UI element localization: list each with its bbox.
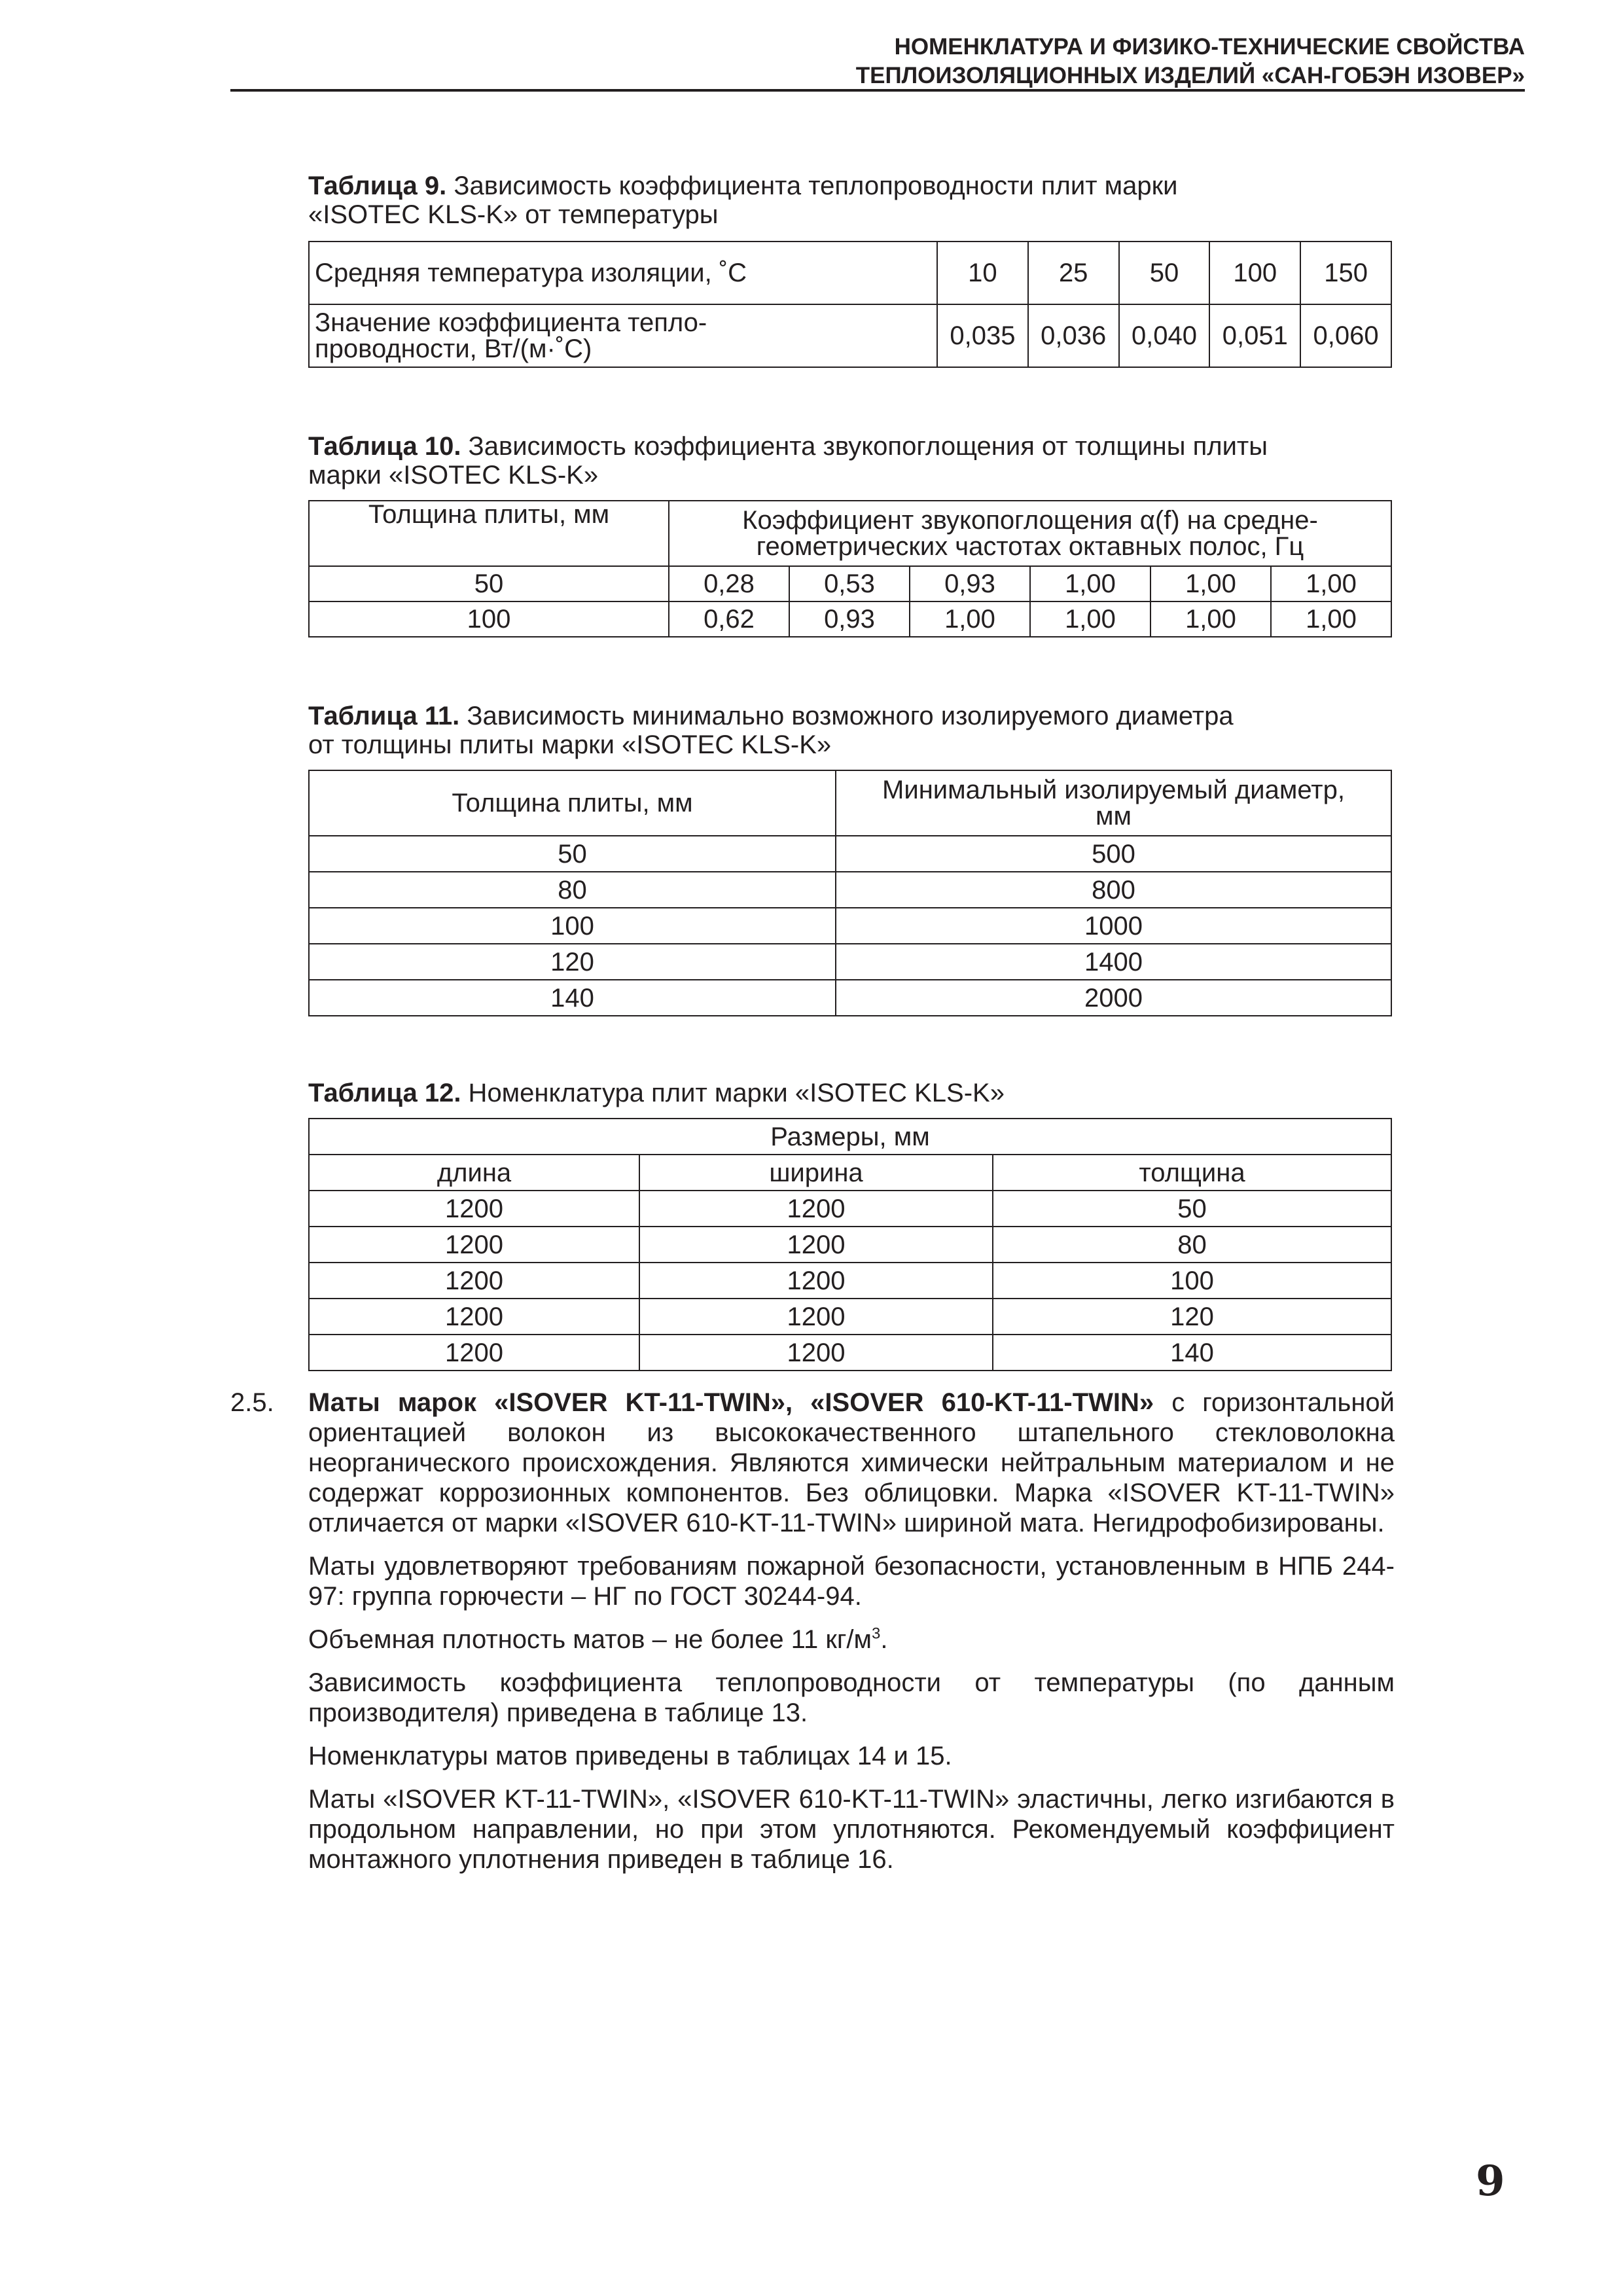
table12-col-header: длина — [309, 1155, 639, 1191]
table-cell: 1,00 — [1150, 566, 1271, 601]
table-row — [309, 1119, 1391, 1155]
table-row — [309, 1299, 1391, 1335]
table-cell: 0,93 — [789, 601, 910, 637]
table-cell: 100 — [309, 601, 669, 637]
table-cell: 1200 — [639, 1335, 993, 1371]
section-lead-bold: Маты марок «ISOVER KT-11-TWIN», «ISOVER 610-KT-11-TWIN» — [308, 1388, 1154, 1417]
table9-row1-label: Средняя температура изоляции, ˚С — [309, 242, 937, 304]
table-row — [309, 980, 1391, 1016]
table-cell: 50 — [1119, 242, 1210, 304]
table11 — [308, 770, 1392, 1016]
table-cell: 50 — [309, 836, 836, 872]
table-cell: 50 — [309, 566, 669, 601]
table9 — [308, 241, 1392, 368]
table-cell: 1,00 — [1150, 601, 1271, 637]
table9-row2-label-line2: проводности, Вт/(м·˚С) — [315, 334, 592, 363]
table-cell: 10 — [937, 242, 1028, 304]
table-cell: 0,62 — [669, 601, 789, 637]
table10-col2-header-line2: геометрических частотах октавных полос, Гц — [756, 532, 1304, 561]
table-cell: 0,93 — [910, 566, 1030, 601]
table12-group-header: Размеры, мм — [309, 1119, 1391, 1155]
table11-col2-header-line2: мм — [1096, 802, 1132, 831]
table11-caption — [308, 702, 1395, 759]
table11-col2-header — [836, 770, 1391, 836]
table9-row2-label — [309, 304, 937, 367]
table10-col2-header-line1: Коэффициент звукопоглощения α(f) на средне- — [742, 506, 1318, 535]
table-row — [309, 1335, 1391, 1371]
table-row — [309, 501, 1391, 566]
table11-label: Таблица 11. — [308, 702, 460, 730]
section-paragraph — [308, 1624, 1395, 1655]
table-cell: 25 — [1028, 242, 1119, 304]
table11-col2-header-line1: Минимальный изолируемый диаметр, — [882, 776, 1345, 804]
density-superscript: 3 — [872, 1624, 881, 1643]
table-row — [309, 1263, 1391, 1299]
table-cell: 800 — [836, 872, 1391, 908]
table-cell: 50 — [993, 1191, 1391, 1227]
table-cell: 0,051 — [1209, 304, 1300, 367]
table12 — [308, 1118, 1392, 1371]
section-paragraph: Номенклатуры матов приведены в таблицах 14 и 15. — [308, 1742, 952, 1770]
table-row — [309, 566, 1391, 601]
table-cell: 1200 — [309, 1191, 639, 1227]
section-2-5 — [230, 1388, 1395, 1888]
table-cell: 120 — [309, 944, 836, 980]
table-cell: 1200 — [639, 1191, 993, 1227]
table-cell: 1,00 — [1271, 601, 1391, 637]
table10-title-line1: Зависимость коэффициента звукопоглощения от толщины плиты — [461, 432, 1268, 461]
density-text: Объемная плотность матов – не более 11 кг/м — [308, 1625, 872, 1654]
table-cell: 1200 — [309, 1299, 639, 1335]
table-row — [309, 872, 1391, 908]
table-row — [309, 908, 1391, 944]
table-row — [309, 1227, 1391, 1263]
table-cell: 500 — [836, 836, 1391, 872]
table-cell: 2000 — [836, 980, 1391, 1016]
table9-caption — [308, 171, 1395, 229]
table11-title-line1: Зависимость минимально возможного изолируемого диаметра — [459, 702, 1234, 730]
table-row — [309, 836, 1391, 872]
table-cell: 1400 — [836, 944, 1391, 980]
section-paragraph: Маты «ISOVER KT-11-TWIN», «ISOVER 610-KT-11-TWIN» эластичны, легко изгибаются в продольном направлении, но при этом уплотняются. Рекомендуемый коэффициент монтажного уплотнения приведен в таблице 16. — [308, 1785, 1395, 1874]
table9-title-line2: «ISOTEC KLS-K» от температуры — [308, 200, 719, 229]
table12-col-header: толщина — [993, 1155, 1391, 1191]
table9-title-line1: Зависимость коэффициента теплопроводности плит марки — [446, 171, 1178, 200]
table-row — [309, 944, 1391, 980]
table-cell: 1200 — [309, 1227, 639, 1263]
table-cell: 1200 — [309, 1263, 639, 1299]
table9-row2-label-line1: Значение коэффициента тепло- — [315, 308, 707, 337]
table-cell: 1,00 — [1030, 566, 1150, 601]
table-cell: 100 — [993, 1263, 1391, 1299]
section-paragraph: Маты удовлетворяют требованиям пожарной безопасности, установленным в НПБ 244-97: группа горючести – НГ по ГОСТ 30244-94. — [308, 1552, 1395, 1611]
section-number: 2.5. — [230, 1388, 274, 1417]
header-rule — [230, 89, 1525, 92]
section-lead-text: с горизонтальной ориентацией волокон из высококачественного штапельного стекловолокна неорганического происхождения. Являются химически нейтральным материалом и не содержат коррозионных компонентов. Без облицовки. Марка «ISOVER KT-11-TWIN» отличается от марки «ISOVER 610-KT-11-TWIN» шириной мата. Негидрофобизированы. — [308, 1388, 1395, 1537]
table-row — [309, 304, 1391, 367]
table-cell: 140 — [309, 980, 836, 1016]
table-row — [309, 1191, 1391, 1227]
table-cell: 100 — [1209, 242, 1300, 304]
table-cell: 150 — [1300, 242, 1391, 304]
table9-label: Таблица 9. — [308, 171, 447, 200]
section-body — [308, 1388, 1395, 1874]
table12-caption — [308, 1079, 1395, 1107]
table-cell: 0,035 — [937, 304, 1028, 367]
table-cell: 1000 — [836, 908, 1391, 944]
table-cell: 0,28 — [669, 566, 789, 601]
running-header-line2: ТЕПЛОИЗОЛЯЦИОННЫХ ИЗДЕЛИЙ «САН-ГОБЭН ИЗОВЕР» — [855, 63, 1525, 88]
table11-title-line2: от толщины плиты марки «ISOTEC KLS-K» — [308, 730, 832, 759]
density-end: . — [880, 1625, 888, 1654]
table-cell: 0,060 — [1300, 304, 1391, 367]
table-cell: 1200 — [639, 1299, 993, 1335]
table-cell: 1,00 — [1030, 601, 1150, 637]
table10-col1-header: Толщина плиты, мм — [309, 501, 669, 566]
table-row — [309, 770, 1391, 836]
table12-title: Номенклатура плит марки «ISOTEC KLS-K» — [461, 1079, 1005, 1107]
table10-label: Таблица 10. — [308, 432, 461, 461]
table10-col2-header — [669, 501, 1391, 566]
table-cell: 0,040 — [1119, 304, 1210, 367]
table-row — [309, 242, 1391, 304]
table-cell: 1,00 — [910, 601, 1030, 637]
table-row — [309, 601, 1391, 637]
table-cell: 140 — [993, 1335, 1391, 1371]
table-cell: 80 — [993, 1227, 1391, 1263]
section-paragraph: Зависимость коэффициента теплопроводности от температуры (по данным производителя) приведена в таблице 13. — [308, 1668, 1395, 1727]
table-cell: 80 — [309, 872, 836, 908]
table10-caption — [308, 432, 1395, 490]
page-number: 9 — [1476, 2157, 1505, 2206]
running-header-line1: НОМЕНКЛАТУРА И ФИЗИКО-ТЕХНИЧЕСКИЕ СВОЙСТВА — [894, 34, 1525, 60]
table-cell: 120 — [993, 1299, 1391, 1335]
table-cell: 1200 — [639, 1227, 993, 1263]
table10-title-line2: марки «ISOTEC KLS-K» — [308, 461, 599, 490]
table-cell: 0,036 — [1028, 304, 1119, 367]
table12-col-header: ширина — [639, 1155, 993, 1191]
table-cell: 1,00 — [1271, 566, 1391, 601]
table11-col1-header: Толщина плиты, мм — [309, 770, 836, 836]
running-header — [281, 33, 1525, 90]
table-cell: 1200 — [639, 1263, 993, 1299]
section-paragraph — [308, 1388, 1395, 1538]
table10 — [308, 500, 1392, 637]
table12-label: Таблица 12. — [308, 1079, 461, 1107]
table-cell: 100 — [309, 908, 836, 944]
table-row — [309, 1155, 1391, 1191]
table-cell: 1200 — [309, 1335, 639, 1371]
table-cell: 0,53 — [789, 566, 910, 601]
